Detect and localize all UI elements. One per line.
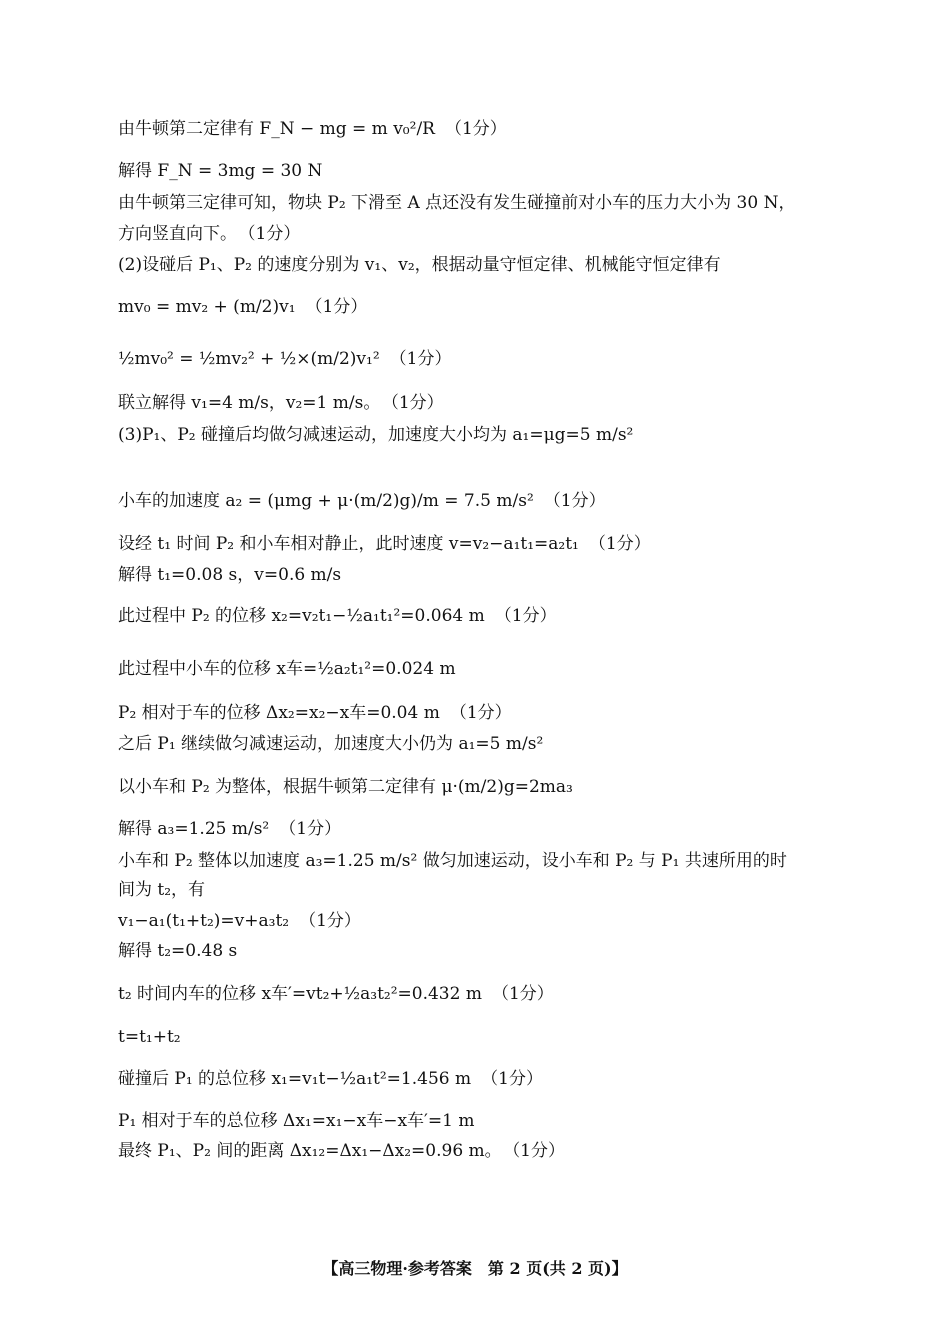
score-mark: （1分） (279, 819, 342, 839)
line-18: 解得 a₃=1.25 m/s² （1分） (118, 819, 342, 839)
line-14: 此过程中小车的位移 x车=½a₂t₁²=0.024 m (118, 659, 456, 679)
line-2: 解得 F_N = 3mg = 30 N (118, 161, 323, 181)
line-8: 联立解得 v₁=4 m/s，v₂=1 m/s。 （1分） (118, 393, 444, 413)
line-13: 此过程中 P₂ 的位移 x₂=v₂t₁−½a₁t₁²=0.064 m （1分） (118, 606, 557, 626)
line-3: 由牛顿第三定律可知，物块 P₂ 下滑至 A 点还没有发生碰撞前对小车的压力大小为 30 N， (118, 193, 796, 213)
line-11: 设经 t₁ 时间 P₂ 和小车相对静止，此时速度 v=v₂−a₁t₁=a₂t₁ （1分） (118, 534, 651, 554)
page-footer: 【高三物理·参考答案 第 2 页(共 2 页)】 (322, 1259, 628, 1278)
score-mark: （1分） (588, 534, 651, 554)
line-21: v₁−a₁(t₁+t₂)=v+a₃t₂ （1分） (118, 911, 361, 931)
line-17: 以小车和 P₂ 为整体，根据牛顿第二定律有 μ·(m/2)g=2ma₃ (118, 777, 573, 797)
score-mark: （1分） (543, 491, 606, 511)
line-23: t₂ 时间内车的位移 x车′=vt₂+½a₃t₂²=0.432 m （1分） (118, 984, 554, 1004)
line-9: (3)P₁、P₂ 碰撞后均做匀减速运动，加速度大小均为 a₁=μg=5 m/s² (118, 425, 634, 445)
line-24: t=t₁+t₂ (118, 1027, 181, 1047)
line-27: 最终 P₁、P₂ 间的距离 Δx₁₂=Δx₁−Δx₂=0.96 m。 （1分） (118, 1141, 566, 1161)
score-mark: （1分） (305, 297, 368, 317)
line-25: 碰撞后 P₁ 的总位移 x₁=v₁t−½a₁t²=1.456 m （1分） (118, 1069, 543, 1089)
line-19: 小车和 P₂ 整体以加速度 a₃=1.25 m/s² 做匀加速运动，设小车和 P₂ 与 P₁ 共速所用的时 (118, 851, 787, 871)
line-16: 之后 P₁ 继续做匀减速运动，加速度大小仍为 a₁=5 m/s² (118, 734, 544, 754)
score-mark: （1分） (491, 984, 554, 1004)
score-mark: （1分） (494, 606, 557, 626)
line-10: 小车的加速度 a₂ = (μmg + μ·(m/2)g)/m = 7.5 m/s² （1分） (118, 491, 606, 511)
score-mark: （1分） (449, 703, 512, 723)
score-mark: （1分） (390, 393, 444, 413)
line-12: 解得 t₁=0.08 s，v=0.6 m/s (118, 565, 342, 585)
line-20: 间为 t₂，有 (118, 880, 206, 900)
line-5: (2)设碰后 P₁、P₂ 的速度分别为 v₁、v₂，根据动量守恒定律、机械能守恒定律有 (118, 255, 721, 275)
score-mark: （1分） (444, 119, 507, 139)
line-15: P₂ 相对于车的位移 Δx₂=x₂−x车=0.04 m （1分） (118, 703, 512, 723)
score-mark: （1分） (389, 349, 452, 369)
line-4: 方向竖直向下。 （1分） (118, 224, 301, 244)
score-mark: （1分） (299, 911, 361, 931)
line-1: 由牛顿第二定律有 F_N − mg = m v₀²/R （1分） (118, 119, 507, 139)
line-26: P₁ 相对于车的总位移 Δx₁=x₁−x车−x车′=1 m (118, 1111, 475, 1131)
line-7: ½mv₀² = ½mv₂² + ½×(m/2)v₁² （1分） (118, 349, 452, 369)
line-6: mv₀ = mv₂ + (m/2)v₁ （1分） (118, 297, 368, 317)
line-22: 解得 t₂=0.48 s (118, 941, 238, 961)
score-mark: （1分） (511, 1141, 566, 1161)
score-mark: （1分） (247, 224, 301, 244)
score-mark: （1分） (481, 1069, 543, 1089)
